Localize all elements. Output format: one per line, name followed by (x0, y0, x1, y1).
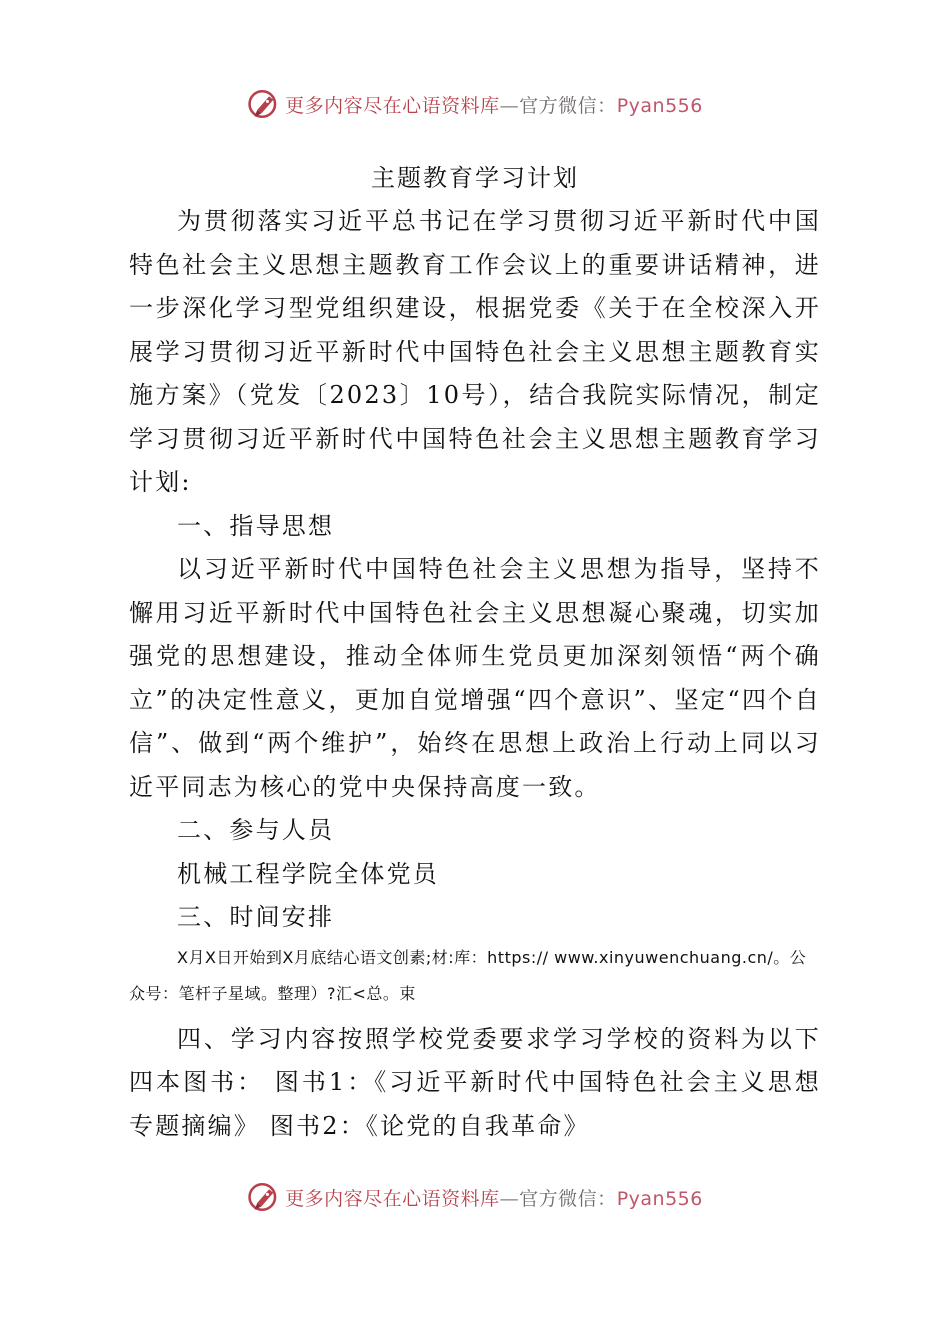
document-title: 主题教育学习计划 (371, 164, 579, 192)
banner-wechat-label: 官方微信： (519, 1187, 617, 1210)
banner-wechat-id: Pyan556 (616, 1187, 703, 1210)
section-heading-schedule: 三、时间安排 (177, 903, 335, 931)
banner-main-text: 更多内容尽在心语资料库 (285, 1187, 500, 1210)
banner-text (285, 91, 703, 118)
schedule-note: X月X日开始到X月底结心语文创素;材:库：https:// www.xinyuwenchuang.cn/。公众号：笔杆子星域。整理）?汇<总。束 (129, 947, 807, 1003)
guiding-thought-paragraph: 以习近平新时代中国特色社会主义思想为指导，坚持不懈用习近平新时代中国特色社会主义思想凝心聚魂，切实加强党的思想建设，推动全体师生党员更加深刻领悟“两个确立”的决定性意义，更加自觉增强“四个意识”、坚定“四个自信”、做到“两个维护”，始终在思想上政治上行动上同以习近平同志为核心的党中央保持高度一致。 (129, 555, 821, 801)
study-content-paragraph: 四、学习内容按照学校党委要求学习学校的资料为以下四本图书： 图书1：《习近平新时代中国特色社会主义思想专题摘编》 图书2：《论党的自我革命》 (129, 1024, 821, 1140)
banner-main-text: 更多内容尽在心语资料库 (285, 94, 500, 117)
section-heading-participants: 二、参与人员 (177, 816, 335, 844)
banner-text (285, 1184, 703, 1211)
banner-wechat-label: 官方微信： (519, 94, 617, 117)
document-body (129, 156, 821, 1148)
intro-paragraph: 为贯彻落实习近平总书记在学习贯彻习近平新时代中国特色社会主义思想主题教育工作会议上的重要讲话精神，进一步深化学习型党组织建设，根据党委《关于在全校深入开展学习贯彻习近平新时代中国特色社会主义思想主题教育实施方案》（党发〔2023〕10号），结合我院实际情况，制定学习贯彻习近平新时代中国特色社会主义思想主题教育学习计划: (129, 207, 821, 496)
pen-nib-logo-icon (247, 87, 281, 121)
banner-wechat-id: Pyan556 (616, 94, 703, 117)
pen-nib-logo-icon (247, 1180, 281, 1214)
participants-paragraph: 机械工程学院全体党员 (177, 859, 439, 888)
banner-dash: — (499, 94, 520, 117)
header-banner (0, 82, 950, 126)
banner-dash: — (499, 1187, 520, 1210)
section-heading-guiding-thought: 一、指导思想 (177, 511, 335, 540)
footer-banner (0, 1175, 950, 1219)
